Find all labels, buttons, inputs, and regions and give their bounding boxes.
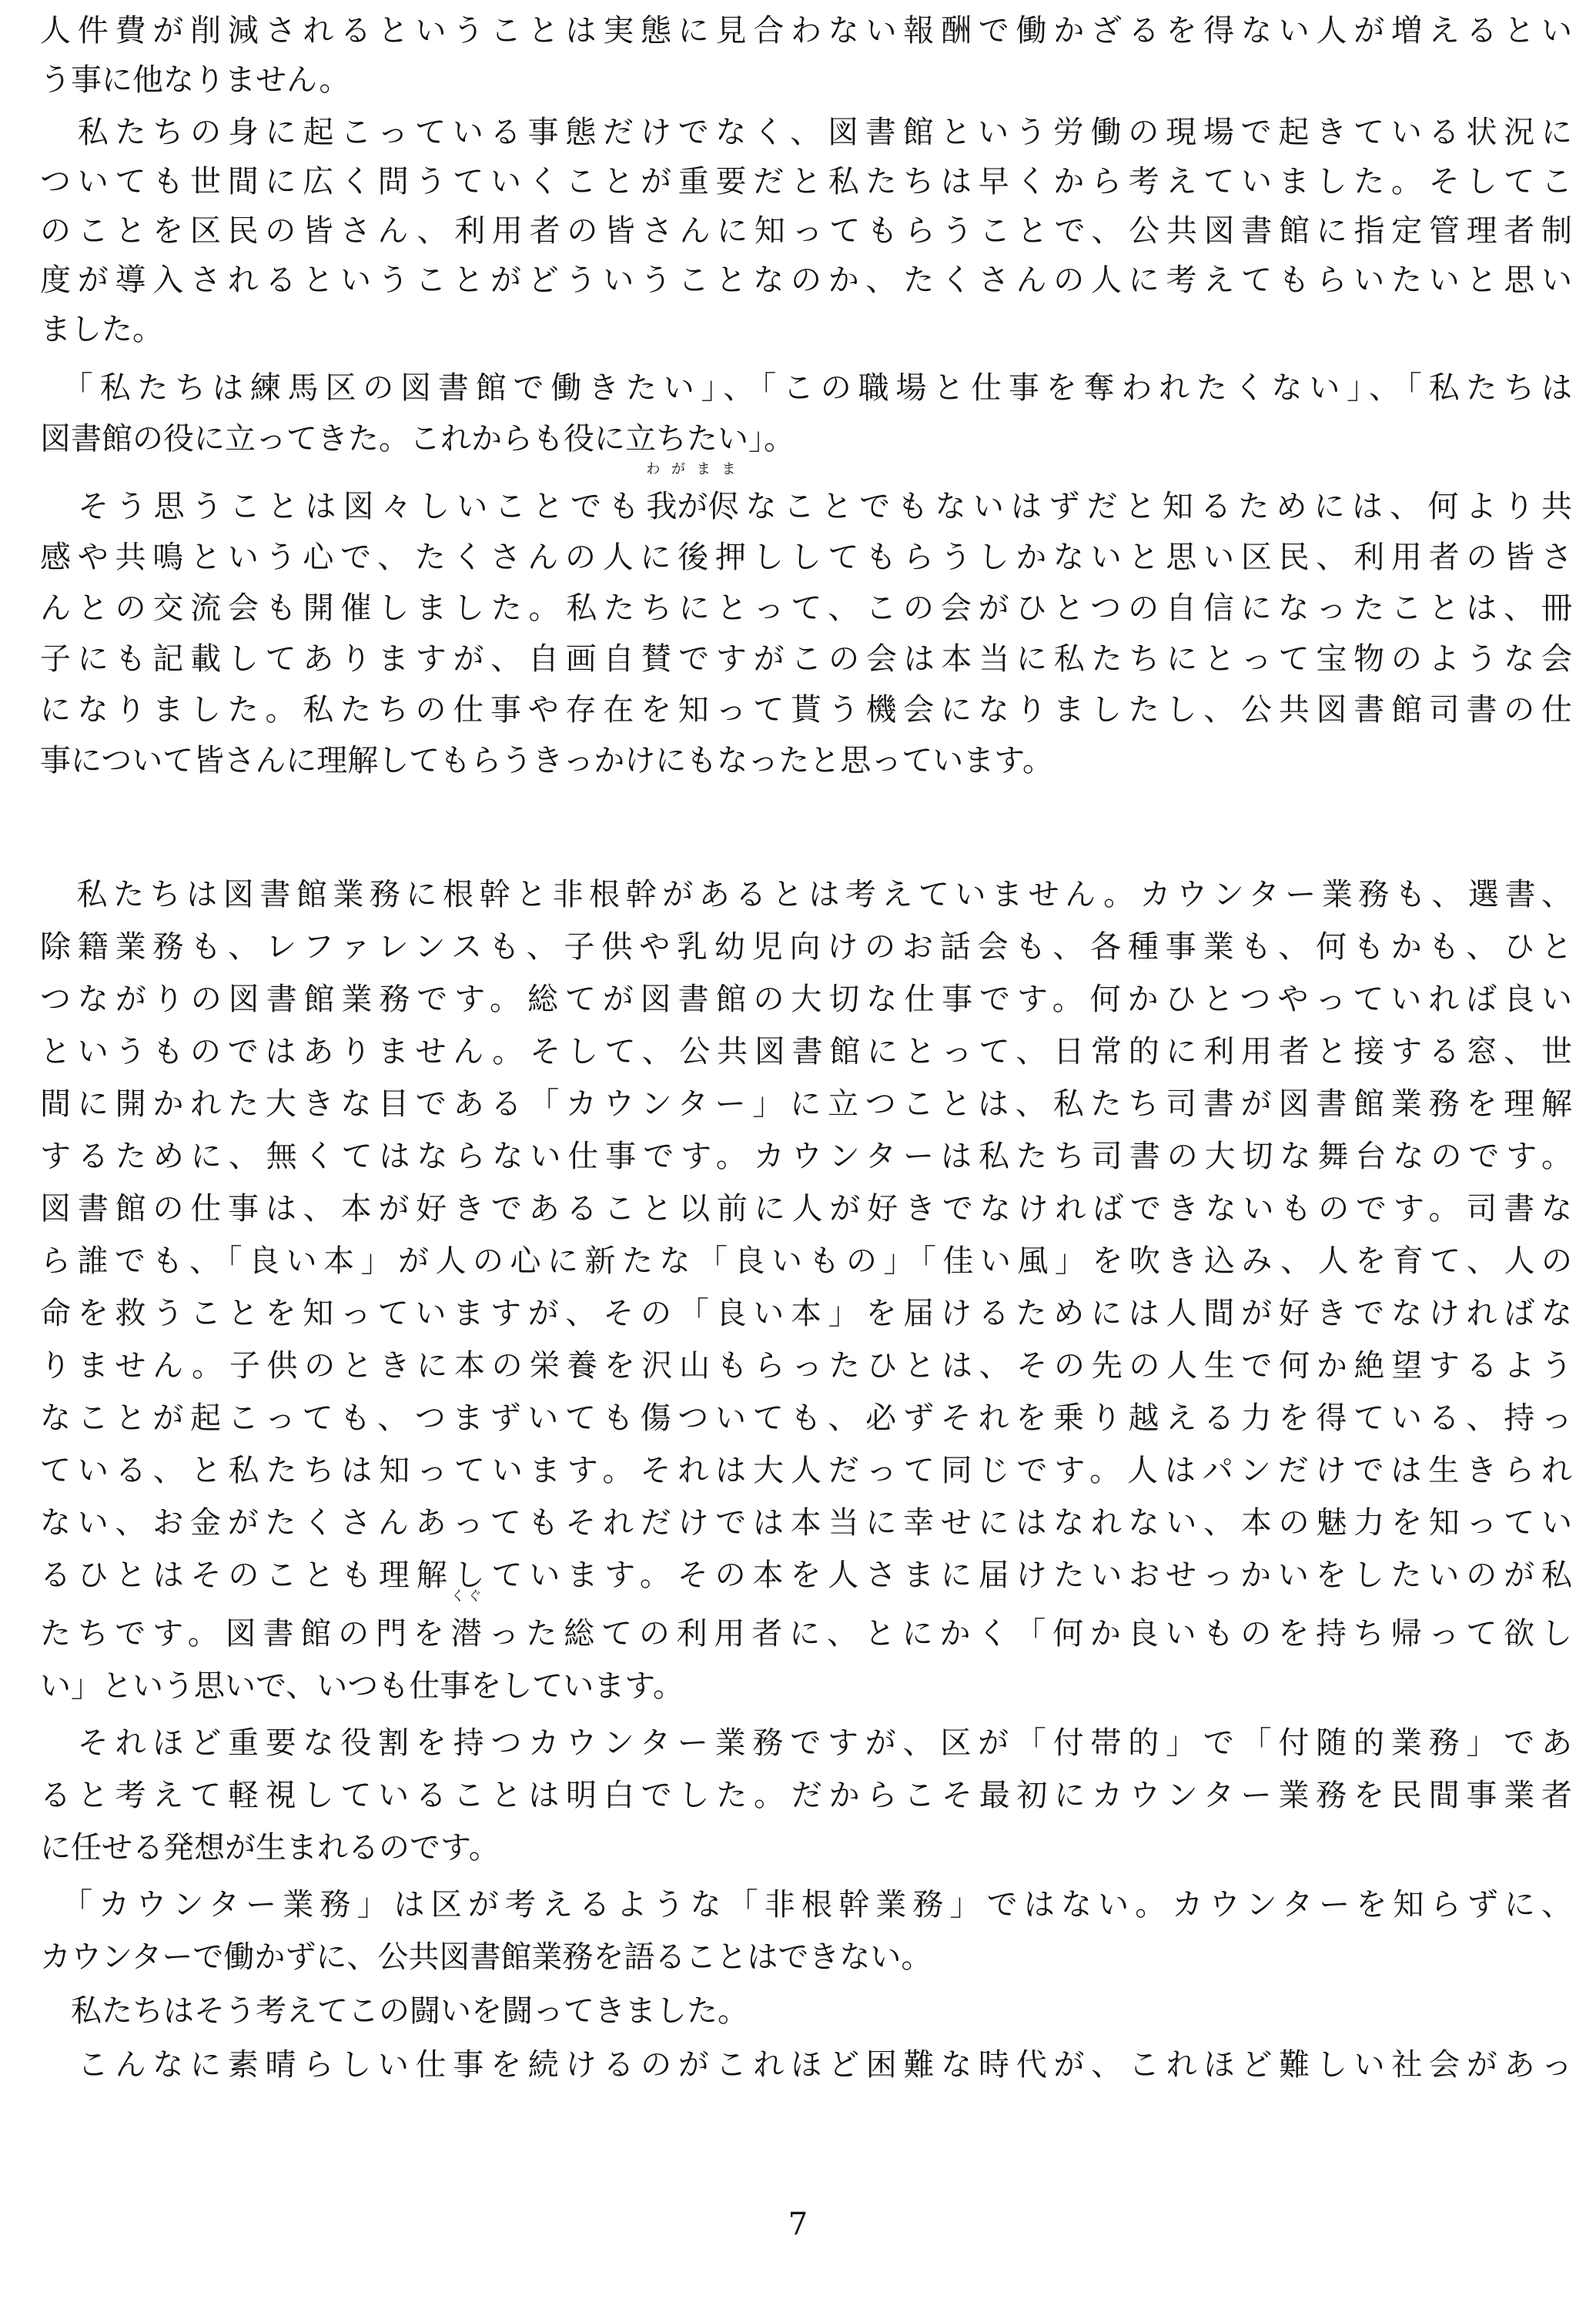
ruby-reading: わがまま bbox=[646, 461, 739, 477]
text-line: に任せる発想が生まれるのです。 bbox=[40, 1830, 500, 1866]
text-line: ない、お金がたくさんあってもそれだけでは本当に幸せにはなれない、本の魅力を知ってい bbox=[40, 1505, 1572, 1541]
text-line: ついても世間に広く問うていくことが重要だと私たちは早くから考えていました。そしてこ bbox=[40, 164, 1572, 199]
text-line: になりました。私たちの仕事や存在を知って貰う機会になりましたし、公共図書館司書の仕 bbox=[40, 692, 1572, 728]
text-line: ました。 bbox=[40, 312, 163, 347]
text-line-with-ruby bbox=[40, 1588, 1572, 1658]
text-line-with-ruby bbox=[40, 461, 1573, 531]
line-segment: そう思うことは図々しいことでも bbox=[40, 489, 647, 524]
text-line: というものではありません。そして、公共図書館にとって、日常的に利用者と接する窓、世 bbox=[40, 1034, 1572, 1069]
text-line: 子にも記載してありますが、自画自賛ですがこの会は本当に私たちにとって宝物のような会 bbox=[40, 641, 1572, 677]
ruby-annotated-word bbox=[450, 1588, 485, 1658]
text-line: 私たちは図書館業務に根幹と非根幹があるとは考えていません。カウンター業務も、選書、 bbox=[40, 877, 1572, 912]
text-line: う事に他なりません。 bbox=[40, 62, 350, 98]
line-segment: った総ての利用者に、とにかく「何か良いものを持ち帰って欲し bbox=[481, 1616, 1572, 1651]
text-line: 私たちはそう考えてこの闘いを闘ってきました。 bbox=[40, 1993, 748, 2029]
text-line: 図書館の役に立ってきた。これからも役に立ちたい」。 bbox=[40, 421, 795, 457]
text-line: つながりの図書館業務です。総てが図書館の大切な仕事です。何かひとつやっていれば良い bbox=[40, 982, 1572, 1017]
text-line: それほど重要な役割を持つカウンター業務ですが、区が「付帯的」で「付随的業務」であ bbox=[40, 1725, 1572, 1761]
line-segment: たちです。図書館の門を bbox=[40, 1616, 451, 1651]
text-line: のことを区民の皆さん、利用者の皆さんに知ってもらうことで、公共図書館に指定管理者制 bbox=[40, 213, 1572, 249]
text-line: 「私たちは練馬区の図書館で働きたい」、「この職場と仕事を奪われたくない」、「私たちは bbox=[40, 370, 1572, 406]
text-line: るひとはそのことも理解しています。その本を人さまに届けたいおせっかいをしたいのが私 bbox=[40, 1558, 1572, 1593]
text-line: 間に開かれた大きな目である「カウンター」に立つことは、私たち司書が図書館業務を理解 bbox=[40, 1086, 1572, 1122]
ruby-base: 我が侭 bbox=[646, 489, 739, 524]
text-line: 私たちの身に起こっている事態だけでなく、図書館という労働の現場で起きている状況に bbox=[40, 115, 1572, 150]
text-line: するために、無くてはならない仕事です。カウンターは私たち司書の大切な舞台なのです。 bbox=[40, 1139, 1572, 1174]
text-line: 度が導入されるということがどういうことなのか、たくさんの人に考えてもらいたいと思い bbox=[40, 263, 1572, 298]
text-line: ら誰でも、「良い本」が人の心に新たな「良いもの」「佳い風」を吹き込み、人を育て、人の bbox=[40, 1243, 1572, 1279]
text-line: 人件費が削減されるということは実態に見合わない報酬で働かざるを得ない人が増えるとい bbox=[40, 13, 1572, 49]
line-segment: なことでもないはずだと知るためには、何より共 bbox=[738, 489, 1573, 524]
text-line: こんなに素晴らしい仕事を続けるのがこれほど困難な時代が、これほど難しい社会があっ bbox=[40, 2047, 1572, 2083]
text-line: 命を救うことを知っていますが、その「良い本」を届けるためには人間が好きでなければな bbox=[40, 1296, 1572, 1331]
text-line: ている、と私たちは知っています。それは大人だって同じです。人はパンだけでは生きられ bbox=[40, 1453, 1572, 1488]
text-line: カウンターで働かずに、公共図書館業務を語ることはできない。 bbox=[40, 1939, 932, 1975]
text-line: んとの交流会も開催しました。私たちにとって、この会がひとつの自信になったことは、冊 bbox=[40, 591, 1572, 626]
ruby-reading: くぐ bbox=[450, 1588, 485, 1605]
text-line: 事について皆さんに理解してもらうきっかけにもなったと思っています。 bbox=[40, 743, 1053, 778]
text-line: りません。子供のときに本の栄養を沢山もらったひとは、その先の人生で何か絶望するよう bbox=[40, 1348, 1572, 1384]
text-line: い」という思いで、いつも仕事をしています。 bbox=[40, 1668, 684, 1704]
ruby-base: 潜 bbox=[450, 1616, 482, 1651]
text-line: 除籍業務も、レファレンスも、子供や乳幼児向けのお話会も、各種事業も、何もかも、ひと bbox=[40, 929, 1572, 965]
text-line: 図書館の仕事は、本が好きであること以前に人が好きでなければできないものです。司書な bbox=[40, 1191, 1572, 1226]
text-line: 感や共鳴という心で、たくさんの人に後押ししてもらうしかないと思い区民、利用者の皆さ bbox=[40, 540, 1572, 575]
text-line: ると考えて軽視していることは明白でした。だからこそ最初にカウンター業務を民間事業者 bbox=[40, 1778, 1572, 1813]
page-number: 7 bbox=[788, 2207, 808, 2242]
text-line: なことが起こっても、つまずいても傷ついても、必ずそれを乗り越える力を得ている、持っ bbox=[40, 1400, 1572, 1436]
ruby-annotated-word bbox=[646, 461, 739, 531]
text-line: 「カウンター業務」は区が考えるような「非根幹業務」ではない。カウンターを知らずに、 bbox=[40, 1887, 1572, 1922]
